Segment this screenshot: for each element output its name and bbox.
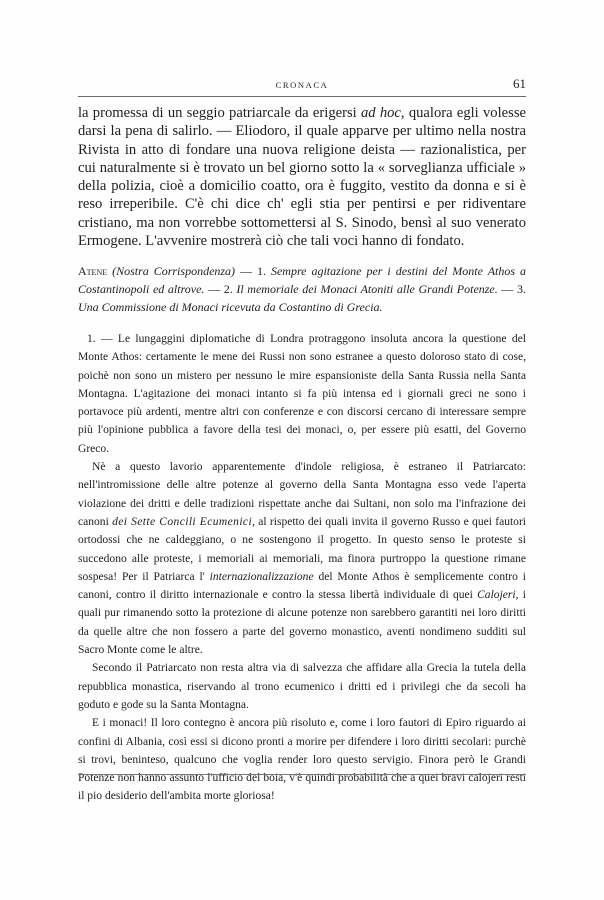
page-number: 61 xyxy=(513,76,526,91)
summary-source: (Nostra Corrispondenza) xyxy=(112,264,236,278)
article-body xyxy=(78,330,526,806)
emphasis-councils: dei Sette Concili Ecumenici xyxy=(112,515,253,528)
summary-place: Atene xyxy=(78,264,108,278)
summary-item-2: Il memoriale dei Monaci Atoniti alle Grandi Potenze. xyxy=(236,282,498,297)
section-summary xyxy=(78,262,526,317)
running-title: CRONACA xyxy=(275,80,329,90)
paragraph-2: Nè a questo lavorio apparentemente d'indole religiosa, è estraneo il Patriarcato: nell'intromissione delle altre potenze al governo della Santa Montagna esso vede l'aperta violazione dei dritti e delle tradizioni rispettate anche dai Sultani, non solo ma l'infrazione dei canoni dei Sette Concili Ecumenici, al rispetto dei quali invita il governo Russo e quei fautori ortodossi che ne caldeggiano, o ne sostengono il progetto. In questo senso le proteste si succedono alle proteste, i memoriali ai memoriali, ma finora purtroppo la questione rimane sospesa! Per il Patriarca l' internazionalizzazione del Monte Athos è semplicemente contro i canoni, contro il diritto internazionale e contro la stessa libertà individuale di quei Calojeri, i quali pur rimanendo sotto la protezione di alcune potenze non sarebbero garantiti nei loro diritti da quelle altre che non fossero a parte del governo monastico, aventi nondimeno sudditi sul Sacro Monte come le altre. xyxy=(78,461,527,657)
continued-text: la promessa di un seggio patriarcale da erigersi ad hoc, qualora egli volesse darsi la pena di salirlo. — Eliodoro, il quale apparve per ultimo nella nostra Rivista in atto di fondare una nuova religione deista — razionalistica, per cui naturalmente si è trovato un bel giorno sotto la « sorveglianza ufficiale » della polizia, cioè a domicilio coatto, ora è fuggito, vestito da donna e si è reso irreperibile. C'è chi dice ch' egli stia per pentirsi e per ridiventare cristiano, ma non vorrebbe sottomettersi al S. Sinodo, bensì al suo venerato Ermogene. L'avvenire mostrerà ciò che tali voci hanno di fondato. xyxy=(78,105,526,250)
summary-item-1: Sempre agitazione per i destini del Monte Athos a Costantinopoli ed altrove. xyxy=(78,264,527,297)
summary-item-3: Una Commissione di Monaci ricevuta da Costantino di Grecia. xyxy=(78,300,383,315)
emphasis-internationalization: internazionalizzazione xyxy=(209,570,314,583)
running-head xyxy=(78,76,526,96)
paragraph-4: E i monaci! Il loro contegno è ancora più risoluto e, come i loro fautori di Epiro riguardo ai confini di Albania, così essi si dicono pronti a morire per difendere i loro diritti secolari: purchè si trovi, beninteso, qualcuno che voglia render loro questo servigio. Finora però le Grandi Potenze non hanno assunto l'ufficio del boia, v'è quindi probabilità che a quei bravi calojeri resti il pio desiderio dell'ambita morte gloriosa! xyxy=(78,717,526,803)
paragraph-3: Secondo il Patriarcato non resta altra via di salvezza che affidare alla Grecia la tutela della repubblica monastica, riservando al trono ecumenico i dritti ed i privilegi che da secoli ha goduto e gode su la Santa Montagna. xyxy=(78,662,526,711)
bottom-rule xyxy=(78,774,526,775)
paragraph-1: 1. — Le lungaggini diplomatiche di Londra protraggono insoluta ancora la questione del Monte Athos: certamente le mene dei Russi non sono estranee a questo doloroso stato di cose, poichè non sono un mistero per nessuno le mire espansioniste della Santa Russia nella Santa Montagna. L'agitazione dei monaci intanto si fa più intensa ed i giornali greci ne sono i portavoce più ardenti, mentre altri con conferenze e con discorsi cercano di interessare sempre più l'opinione pubblica a favore della tesi dei monaci, o, per essere più esatti, del Governo Greco. xyxy=(78,333,526,455)
continued-paragraph xyxy=(78,104,526,250)
latin-phrase: ad hoc xyxy=(360,105,401,121)
emphasis-calojeri: Calojeri xyxy=(477,589,516,602)
summary-text: Atene (Nostra Corrispondenza) — 1. Sempre agitazione per i destini del Monte Athos a Costantinopoli ed altrove. — 2. Il memoriale dei Monaci Atoniti alle Grandi Potenze. — 3. Una Commissione di Monaci ricevuta da Costantino di Grecia. xyxy=(78,264,527,315)
header-rule xyxy=(78,96,526,97)
